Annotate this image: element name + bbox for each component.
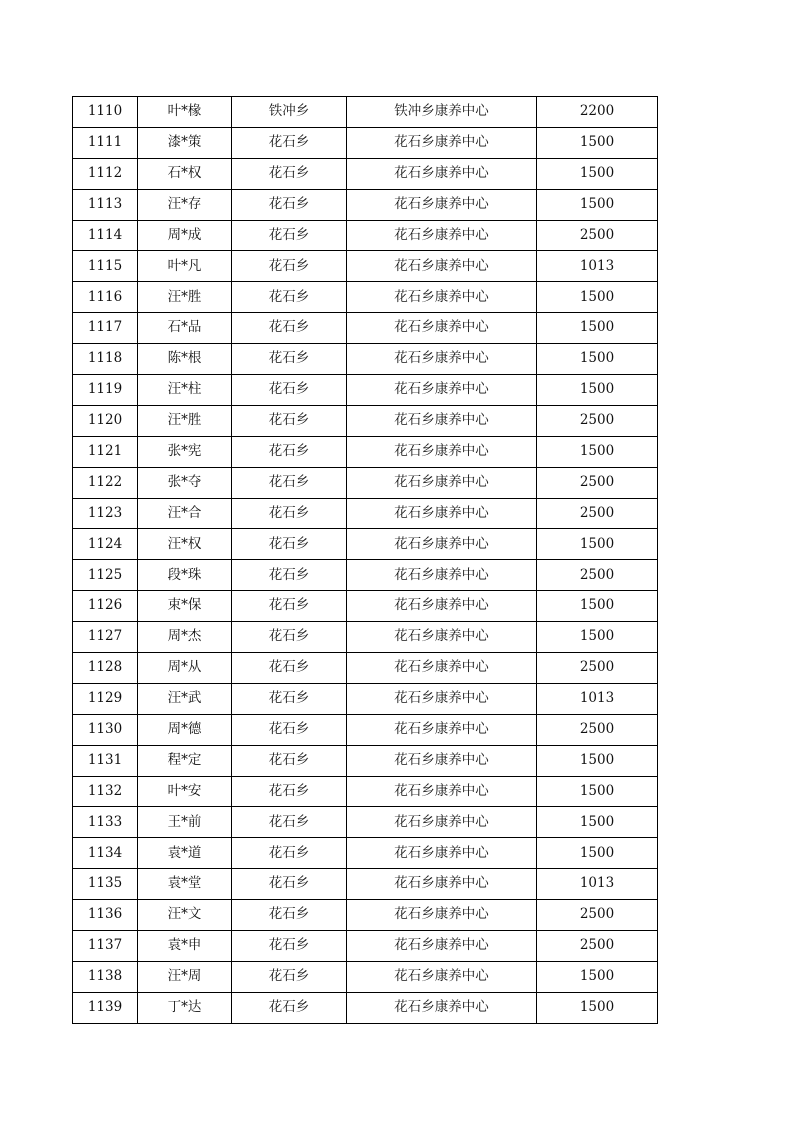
township-cell: 花石乡: [232, 961, 347, 992]
table-row: [73, 313, 658, 344]
township-cell: 铁冲乡: [232, 97, 347, 128]
row-number-cell: 1123: [73, 498, 138, 529]
amount-cell: 2500: [537, 653, 658, 684]
person-name-cell: 叶*安: [138, 776, 232, 807]
care-center-cell: 花石乡康养中心: [347, 961, 537, 992]
person-name-cell: 王*前: [138, 807, 232, 838]
row-number-cell: 1115: [73, 251, 138, 282]
person-name-cell: 石*品: [138, 313, 232, 344]
care-center-cell: 花石乡康养中心: [347, 189, 537, 220]
table-row: [73, 745, 658, 776]
person-name-cell: 石*权: [138, 158, 232, 189]
amount-cell: 1500: [537, 807, 658, 838]
row-number-cell: 1132: [73, 776, 138, 807]
care-center-cell: 花石乡康养中心: [347, 683, 537, 714]
person-name-cell: 汪*存: [138, 189, 232, 220]
row-number-cell: 1130: [73, 714, 138, 745]
roster-table: [72, 96, 658, 1024]
person-name-cell: 叶*凡: [138, 251, 232, 282]
care-center-cell: 花石乡康养中心: [347, 405, 537, 436]
amount-cell: 1500: [537, 189, 658, 220]
person-name-cell: 汪*周: [138, 961, 232, 992]
table-row: [73, 838, 658, 869]
table-row: [73, 992, 658, 1023]
row-number-cell: 1128: [73, 653, 138, 684]
township-cell: 花石乡: [232, 529, 347, 560]
amount-cell: 2500: [537, 714, 658, 745]
roster-table-body: [73, 97, 658, 1024]
row-number-cell: 1139: [73, 992, 138, 1023]
amount-cell: 2500: [537, 560, 658, 591]
table-row: [73, 405, 658, 436]
care-center-cell: 花石乡康养中心: [347, 313, 537, 344]
table-row: [73, 776, 658, 807]
amount-cell: 2200: [537, 97, 658, 128]
row-number-cell: 1119: [73, 375, 138, 406]
amount-cell: 1500: [537, 282, 658, 313]
amount-cell: 2500: [537, 900, 658, 931]
amount-cell: 1500: [537, 961, 658, 992]
person-name-cell: 袁*申: [138, 931, 232, 962]
person-name-cell: 汪*合: [138, 498, 232, 529]
amount-cell: 1500: [537, 375, 658, 406]
row-number-cell: 1122: [73, 467, 138, 498]
amount-cell: 1500: [537, 992, 658, 1023]
care-center-cell: 花石乡康养中心: [347, 653, 537, 684]
person-name-cell: 段*珠: [138, 560, 232, 591]
person-name-cell: 汪*武: [138, 683, 232, 714]
table-row: [73, 591, 658, 622]
table-row: [73, 807, 658, 838]
care-center-cell: 花石乡康养中心: [347, 560, 537, 591]
person-name-cell: 程*定: [138, 745, 232, 776]
table-row: [73, 714, 658, 745]
table-row: [73, 900, 658, 931]
care-center-cell: 花石乡康养中心: [347, 529, 537, 560]
row-number-cell: 1138: [73, 961, 138, 992]
township-cell: 花石乡: [232, 436, 347, 467]
township-cell: 花石乡: [232, 838, 347, 869]
township-cell: 花石乡: [232, 220, 347, 251]
township-cell: 花石乡: [232, 622, 347, 653]
care-center-cell: 花石乡康养中心: [347, 776, 537, 807]
amount-cell: 1500: [537, 313, 658, 344]
row-number-cell: 1124: [73, 529, 138, 560]
person-name-cell: 袁*道: [138, 838, 232, 869]
township-cell: 花石乡: [232, 900, 347, 931]
amount-cell: 1500: [537, 838, 658, 869]
care-center-cell: 花石乡康养中心: [347, 807, 537, 838]
care-center-cell: 花石乡康养中心: [347, 436, 537, 467]
table-row: [73, 498, 658, 529]
person-name-cell: 周*德: [138, 714, 232, 745]
table-row: [73, 375, 658, 406]
care-center-cell: 花石乡康养中心: [347, 498, 537, 529]
township-cell: 花石乡: [232, 653, 347, 684]
township-cell: 花石乡: [232, 683, 347, 714]
person-name-cell: 陈*根: [138, 344, 232, 375]
row-number-cell: 1126: [73, 591, 138, 622]
township-cell: 花石乡: [232, 313, 347, 344]
row-number-cell: 1135: [73, 869, 138, 900]
care-center-cell: 花石乡康养中心: [347, 900, 537, 931]
person-name-cell: 汪*柱: [138, 375, 232, 406]
person-name-cell: 丁*达: [138, 992, 232, 1023]
township-cell: 花石乡: [232, 282, 347, 313]
township-cell: 花石乡: [232, 560, 347, 591]
person-name-cell: 汪*文: [138, 900, 232, 931]
row-number-cell: 1110: [73, 97, 138, 128]
care-center-cell: 花石乡康养中心: [347, 869, 537, 900]
township-cell: 花石乡: [232, 931, 347, 962]
care-center-cell: 花石乡康养中心: [347, 838, 537, 869]
township-cell: 花石乡: [232, 127, 347, 158]
table-row: [73, 683, 658, 714]
care-center-cell: 花石乡康养中心: [347, 992, 537, 1023]
person-name-cell: 周*成: [138, 220, 232, 251]
township-cell: 花石乡: [232, 992, 347, 1023]
care-center-cell: 花石乡康养中心: [347, 375, 537, 406]
amount-cell: 1500: [537, 158, 658, 189]
person-name-cell: 周*杰: [138, 622, 232, 653]
amount-cell: 1500: [537, 622, 658, 653]
row-number-cell: 1133: [73, 807, 138, 838]
table-row: [73, 529, 658, 560]
township-cell: 花石乡: [232, 158, 347, 189]
row-number-cell: 1112: [73, 158, 138, 189]
township-cell: 花石乡: [232, 251, 347, 282]
row-number-cell: 1134: [73, 838, 138, 869]
amount-cell: 1500: [537, 127, 658, 158]
township-cell: 花石乡: [232, 776, 347, 807]
table-row: [73, 251, 658, 282]
row-number-cell: 1131: [73, 745, 138, 776]
person-name-cell: 束*保: [138, 591, 232, 622]
table-row: [73, 467, 658, 498]
amount-cell: 1500: [537, 745, 658, 776]
care-center-cell: 铁冲乡康养中心: [347, 97, 537, 128]
amount-cell: 1013: [537, 251, 658, 282]
row-number-cell: 1116: [73, 282, 138, 313]
person-name-cell: 汪*胜: [138, 282, 232, 313]
township-cell: 花石乡: [232, 189, 347, 220]
row-number-cell: 1127: [73, 622, 138, 653]
care-center-cell: 花石乡康养中心: [347, 251, 537, 282]
table-row: [73, 961, 658, 992]
care-center-cell: 花石乡康养中心: [347, 622, 537, 653]
amount-cell: 1500: [537, 529, 658, 560]
person-name-cell: 叶*椽: [138, 97, 232, 128]
care-center-cell: 花石乡康养中心: [347, 344, 537, 375]
care-center-cell: 花石乡康养中心: [347, 714, 537, 745]
table-row: [73, 931, 658, 962]
row-number-cell: 1137: [73, 931, 138, 962]
amount-cell: 1500: [537, 776, 658, 807]
township-cell: 花石乡: [232, 807, 347, 838]
row-number-cell: 1118: [73, 344, 138, 375]
table-row: [73, 158, 658, 189]
care-center-cell: 花石乡康养中心: [347, 467, 537, 498]
amount-cell: 2500: [537, 498, 658, 529]
table-row: [73, 282, 658, 313]
amount-cell: 1013: [537, 869, 658, 900]
township-cell: 花石乡: [232, 714, 347, 745]
table-row: [73, 436, 658, 467]
township-cell: 花石乡: [232, 344, 347, 375]
table-row: [73, 344, 658, 375]
person-name-cell: 张*夺: [138, 467, 232, 498]
table-row: [73, 560, 658, 591]
amount-cell: 1013: [537, 683, 658, 714]
amount-cell: 2500: [537, 405, 658, 436]
township-cell: 花石乡: [232, 498, 347, 529]
amount-cell: 1500: [537, 436, 658, 467]
township-cell: 花石乡: [232, 405, 347, 436]
table-row: [73, 127, 658, 158]
township-cell: 花石乡: [232, 375, 347, 406]
row-number-cell: 1117: [73, 313, 138, 344]
township-cell: 花石乡: [232, 467, 347, 498]
care-center-cell: 花石乡康养中心: [347, 127, 537, 158]
row-number-cell: 1129: [73, 683, 138, 714]
row-number-cell: 1113: [73, 189, 138, 220]
row-number-cell: 1120: [73, 405, 138, 436]
table-row: [73, 653, 658, 684]
person-name-cell: 张*宪: [138, 436, 232, 467]
amount-cell: 2500: [537, 467, 658, 498]
amount-cell: 1500: [537, 344, 658, 375]
table-row: [73, 220, 658, 251]
table-row: [73, 189, 658, 220]
table-row: [73, 869, 658, 900]
person-name-cell: 袁*堂: [138, 869, 232, 900]
care-center-cell: 花石乡康养中心: [347, 158, 537, 189]
person-name-cell: 漆*策: [138, 127, 232, 158]
care-center-cell: 花石乡康养中心: [347, 591, 537, 622]
row-number-cell: 1114: [73, 220, 138, 251]
table-row: [73, 97, 658, 128]
row-number-cell: 1121: [73, 436, 138, 467]
township-cell: 花石乡: [232, 591, 347, 622]
amount-cell: 2500: [537, 931, 658, 962]
care-center-cell: 花石乡康养中心: [347, 220, 537, 251]
row-number-cell: 1111: [73, 127, 138, 158]
amount-cell: 1500: [537, 591, 658, 622]
person-name-cell: 汪*胜: [138, 405, 232, 436]
row-number-cell: 1136: [73, 900, 138, 931]
township-cell: 花石乡: [232, 869, 347, 900]
care-center-cell: 花石乡康养中心: [347, 745, 537, 776]
person-name-cell: 周*从: [138, 653, 232, 684]
person-name-cell: 汪*权: [138, 529, 232, 560]
care-center-cell: 花石乡康养中心: [347, 931, 537, 962]
row-number-cell: 1125: [73, 560, 138, 591]
care-center-cell: 花石乡康养中心: [347, 282, 537, 313]
amount-cell: 2500: [537, 220, 658, 251]
township-cell: 花石乡: [232, 745, 347, 776]
table-row: [73, 622, 658, 653]
